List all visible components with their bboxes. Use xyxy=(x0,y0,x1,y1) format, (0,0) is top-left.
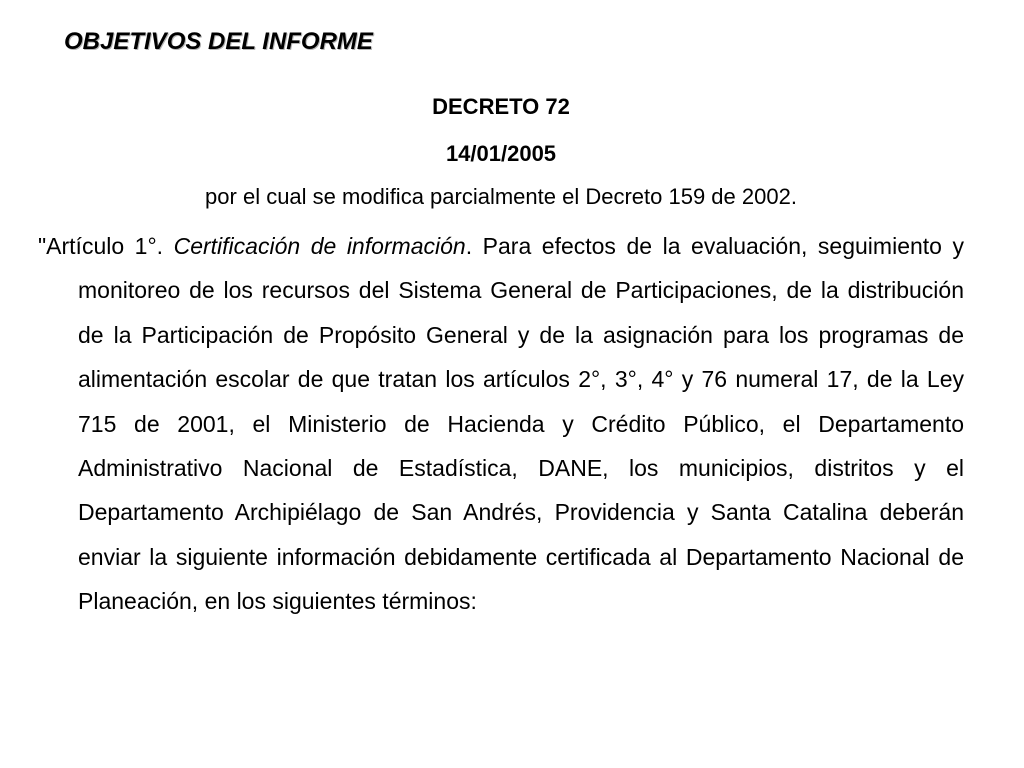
decree-subtitle: por el cual se modifica parcialmente el Decreto 159 de 2002. xyxy=(205,184,797,209)
article-lead: "Artículo 1°. xyxy=(38,233,174,259)
slide-title: OBJETIVOS DEL INFORME xyxy=(64,28,373,55)
article-heading: Certificación de información xyxy=(173,233,466,259)
decree-number: DECRETO 72 xyxy=(432,94,570,119)
article-paragraph xyxy=(38,224,964,624)
article-body-text: . Para efectos de la evaluación, seguimiento y monitoreo de los recursos del Sistema General de Participaciones, de la distribución de la Participación de Propósito General y de la asignación para los programas de alimentación escolar de que tratan los artículos 2°, 3°, 4° y 76 numeral 17, de la Ley 715 de 2001, el Ministerio de Hacienda y Crédito Público, el Departamento Administrativo Nacional de Estadística, DANE, los municipios, distritos y el Departamento Archipiélago de San Andrés, Providencia y Santa Catalina deberán enviar la siguiente información debidamente certificada al Departamento Nacional de Planeación, en los siguientes términos: xyxy=(78,233,964,615)
decree-date: 14/01/2005 xyxy=(445,141,557,166)
